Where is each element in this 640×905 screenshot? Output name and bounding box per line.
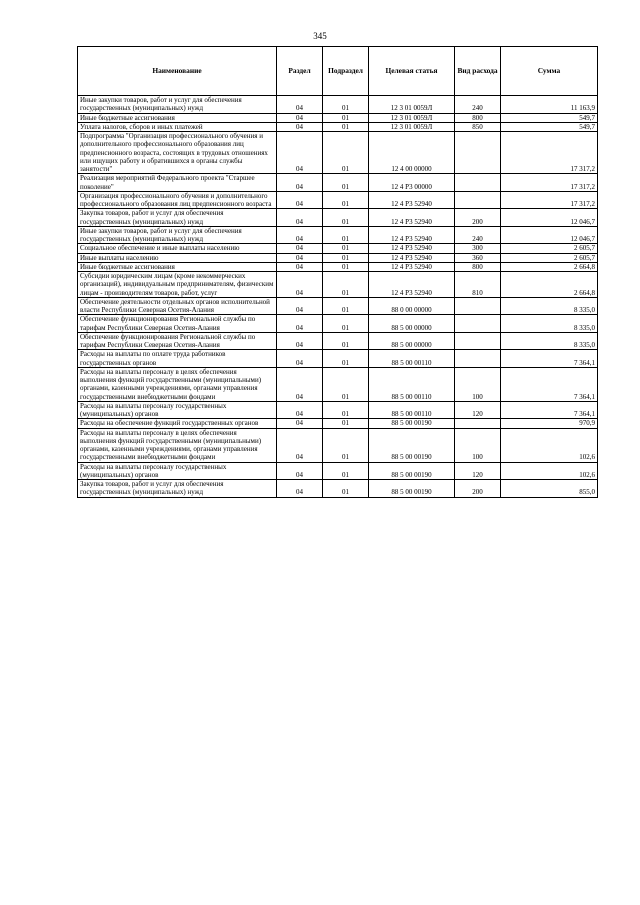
cell-name: Реализация мероприятий Федерального проекта "Старшее поколение": [78, 174, 277, 192]
cell-name: Иные бюджетные ассигнования: [78, 262, 277, 271]
cell-name: Обеспечение функционирования Региональной службы по тарифам Республики Северная Осетия-Алания: [78, 332, 277, 350]
cell-type: [455, 419, 501, 428]
header-subsection: Подраздел: [323, 47, 369, 96]
cell-sum: 7 364,1: [501, 367, 598, 401]
cell-name: Обеспечение деятельности отдельных органов исполнительной власти Республики Северная Осетия-Алания: [78, 297, 277, 315]
cell-name: Расходы на выплаты персоналу государственных (муниципальных) органов: [78, 401, 277, 419]
cell-subsection: 01: [323, 132, 369, 174]
table-row: [78, 113, 598, 122]
cell-target: 88 5 00 00190: [369, 462, 455, 480]
cell-type: 850: [455, 122, 501, 131]
cell-target: 12 4 P3 52940: [369, 253, 455, 262]
table-header-row: [78, 47, 598, 96]
cell-target: 12 4 P3 52940: [369, 272, 455, 298]
cell-target: 88 5 00 00110: [369, 401, 455, 419]
cell-type: 120: [455, 462, 501, 480]
page-number: 345: [313, 31, 327, 41]
header-sum: Сумма: [501, 47, 598, 96]
cell-sum: 549,7: [501, 113, 598, 122]
cell-subsection: 01: [323, 367, 369, 401]
table-row: [78, 262, 598, 271]
cell-section: 04: [277, 113, 323, 122]
cell-target: 12 4 P3 52940: [369, 209, 455, 227]
cell-target: 88 0 00 00000: [369, 297, 455, 315]
cell-name: Расходы на выплаты персоналу государственных (муниципальных) органов: [78, 462, 277, 480]
table-row: [78, 96, 598, 114]
cell-section: 04: [277, 191, 323, 209]
table-row: [78, 297, 598, 315]
cell-subsection: 01: [323, 332, 369, 350]
cell-subsection: 01: [323, 401, 369, 419]
table-row: [78, 332, 598, 350]
cell-target: 12 4 P3 00000: [369, 174, 455, 192]
table-row: [78, 132, 598, 174]
cell-target: 88 5 00 00190: [369, 428, 455, 462]
cell-name: Расходы на выплаты по оплате труда работников государственных органов: [78, 350, 277, 368]
cell-type: [455, 191, 501, 209]
cell-type: [455, 315, 501, 333]
cell-sum: 8 335,0: [501, 315, 598, 333]
cell-subsection: 01: [323, 174, 369, 192]
cell-subsection: 01: [323, 462, 369, 480]
table-row: [78, 226, 598, 244]
cell-name: Иные закупки товаров, работ и услуг для обеспечения государственных (муниципальных) нужд: [78, 96, 277, 114]
cell-section: 04: [277, 272, 323, 298]
cell-target: 12 4 P3 52940: [369, 262, 455, 271]
cell-type: 120: [455, 401, 501, 419]
cell-subsection: 01: [323, 315, 369, 333]
table-row: [78, 244, 598, 253]
cell-section: 04: [277, 209, 323, 227]
cell-sum: 102,6: [501, 428, 598, 462]
cell-section: 04: [277, 96, 323, 114]
header-name: Наименование: [78, 47, 277, 96]
cell-type: 800: [455, 113, 501, 122]
cell-section: 04: [277, 419, 323, 428]
cell-sum: 549,7: [501, 122, 598, 131]
cell-section: 04: [277, 122, 323, 131]
cell-section: 04: [277, 350, 323, 368]
cell-sum: 2 664,8: [501, 262, 598, 271]
cell-target: 12 3 01 0059Л: [369, 113, 455, 122]
cell-type: 200: [455, 480, 501, 498]
cell-target: 88 5 00 00110: [369, 350, 455, 368]
cell-type: [455, 332, 501, 350]
cell-section: 04: [277, 253, 323, 262]
table-row: [78, 428, 598, 462]
cell-target: 88 5 00 00110: [369, 367, 455, 401]
cell-section: 04: [277, 315, 323, 333]
table-body: [78, 96, 598, 498]
cell-type: 810: [455, 272, 501, 298]
cell-name: Подпрограмма "Организация профессионального обучения и дополнительного профессионального образования лиц предпенсионного возраста, состоящих в трудовых отношениях или ищущих работу и обратившихся в органы службы занятости": [78, 132, 277, 174]
table-row: [78, 209, 598, 227]
cell-subsection: 01: [323, 350, 369, 368]
table-row: [78, 315, 598, 333]
table-row: [78, 480, 598, 498]
table-row: [78, 462, 598, 480]
cell-sum: 17 317,2: [501, 174, 598, 192]
cell-subsection: 01: [323, 480, 369, 498]
cell-target: 12 4 P3 52940: [369, 226, 455, 244]
cell-subsection: 01: [323, 113, 369, 122]
cell-target: 12 4 P3 52940: [369, 191, 455, 209]
table-row: [78, 191, 598, 209]
cell-sum: 7 364,1: [501, 401, 598, 419]
cell-target: 12 3 01 0059Л: [369, 96, 455, 114]
cell-sum: 102,6: [501, 462, 598, 480]
table-row: [78, 401, 598, 419]
cell-section: 04: [277, 480, 323, 498]
cell-name: Уплата налогов, сборов и иных платежей: [78, 122, 277, 131]
cell-type: 300: [455, 244, 501, 253]
cell-name: Иные выплаты населению: [78, 253, 277, 262]
cell-subsection: 01: [323, 428, 369, 462]
cell-target: 12 3 01 0059Л: [369, 122, 455, 131]
cell-type: [455, 297, 501, 315]
cell-target: 12 4 P3 52940: [369, 244, 455, 253]
table-row: [78, 350, 598, 368]
cell-subsection: 01: [323, 419, 369, 428]
cell-type: 100: [455, 367, 501, 401]
table-row: [78, 367, 598, 401]
cell-sum: 970,9: [501, 419, 598, 428]
cell-sum: 2 605,7: [501, 253, 598, 262]
cell-section: 04: [277, 226, 323, 244]
cell-subsection: 01: [323, 244, 369, 253]
cell-name: Расходы на выплаты персоналу в целях обеспечения выполнения функций государственными (муниципальными) органами, казенными учреждениями, органами управления государственными внебюджетными фондами: [78, 367, 277, 401]
table-row: [78, 174, 598, 192]
cell-type: [455, 174, 501, 192]
cell-name: Обеспечение функционирования Региональной службы по тарифам Республики Северная Осетия-Алания: [78, 315, 277, 333]
cell-sum: 8 335,0: [501, 332, 598, 350]
cell-name: Закупка товаров, работ и услуг для обеспечения государственных (муниципальных) нужд: [78, 209, 277, 227]
cell-subsection: 01: [323, 272, 369, 298]
cell-type: [455, 350, 501, 368]
cell-sum: 855,0: [501, 480, 598, 498]
cell-target: 88 5 00 00000: [369, 315, 455, 333]
cell-section: 04: [277, 401, 323, 419]
cell-target: 12 4 00 00000: [369, 132, 455, 174]
cell-section: 04: [277, 262, 323, 271]
cell-type: 240: [455, 226, 501, 244]
cell-name: Расходы на обеспечение функций государственных органов: [78, 419, 277, 428]
budget-table: [77, 46, 598, 498]
cell-target: 88 5 00 00190: [369, 480, 455, 498]
cell-name: Организация профессионального обучения и дополнительного профессионального образования лиц предпенсионного возраста: [78, 191, 277, 209]
cell-name: Социальное обеспечение и иные выплаты населению: [78, 244, 277, 253]
cell-subsection: 01: [323, 297, 369, 315]
cell-type: 100: [455, 428, 501, 462]
cell-sum: 12 046,7: [501, 226, 598, 244]
cell-sum: 7 364,1: [501, 350, 598, 368]
table-row: [78, 253, 598, 262]
cell-subsection: 01: [323, 96, 369, 114]
cell-subsection: 01: [323, 209, 369, 227]
cell-name: Расходы на выплаты персоналу в целях обеспечения выполнения функций государственными (муниципальными) органами, казенными учреждениями, органами управления государственными внебюджетными фондами: [78, 428, 277, 462]
table-row: [78, 122, 598, 131]
cell-subsection: 01: [323, 262, 369, 271]
table-row: [78, 419, 598, 428]
cell-target: 88 5 00 00000: [369, 332, 455, 350]
cell-name: Закупка товаров, работ и услуг для обеспечения государственных (муниципальных) нужд: [78, 480, 277, 498]
cell-subsection: 01: [323, 226, 369, 244]
cell-section: 04: [277, 462, 323, 480]
cell-section: 04: [277, 367, 323, 401]
cell-subsection: 01: [323, 191, 369, 209]
cell-sum: 2 605,7: [501, 244, 598, 253]
cell-type: 240: [455, 96, 501, 114]
cell-section: 04: [277, 174, 323, 192]
cell-section: 04: [277, 428, 323, 462]
cell-section: 04: [277, 332, 323, 350]
cell-type: 360: [455, 253, 501, 262]
cell-name: Иные закупки товаров, работ и услуг для обеспечения государственных (муниципальных) нужд: [78, 226, 277, 244]
cell-sum: 8 335,0: [501, 297, 598, 315]
header-target: Целевая статья: [369, 47, 455, 96]
table-row: [78, 272, 598, 298]
cell-sum: 17 317,2: [501, 191, 598, 209]
cell-type: [455, 132, 501, 174]
cell-type: 200: [455, 209, 501, 227]
cell-section: 04: [277, 297, 323, 315]
cell-name: Субсидии юридическим лицам (кроме некоммерческих организаций), индивидуальным предпринимателям, физическим лицам - производителям товаров, работ, услуг: [78, 272, 277, 298]
cell-type: 800: [455, 262, 501, 271]
cell-sum: 12 046,7: [501, 209, 598, 227]
cell-subsection: 01: [323, 253, 369, 262]
cell-subsection: 01: [323, 122, 369, 131]
header-type: Вид расхода: [455, 47, 501, 96]
cell-section: 04: [277, 244, 323, 253]
cell-sum: 17 317,2: [501, 132, 598, 174]
header-section: Раздел: [277, 47, 323, 96]
cell-name: Иные бюджетные ассигнования: [78, 113, 277, 122]
cell-sum: 2 664,8: [501, 272, 598, 298]
cell-sum: 11 163,9: [501, 96, 598, 114]
cell-section: 04: [277, 132, 323, 174]
cell-target: 88 5 00 00190: [369, 419, 455, 428]
